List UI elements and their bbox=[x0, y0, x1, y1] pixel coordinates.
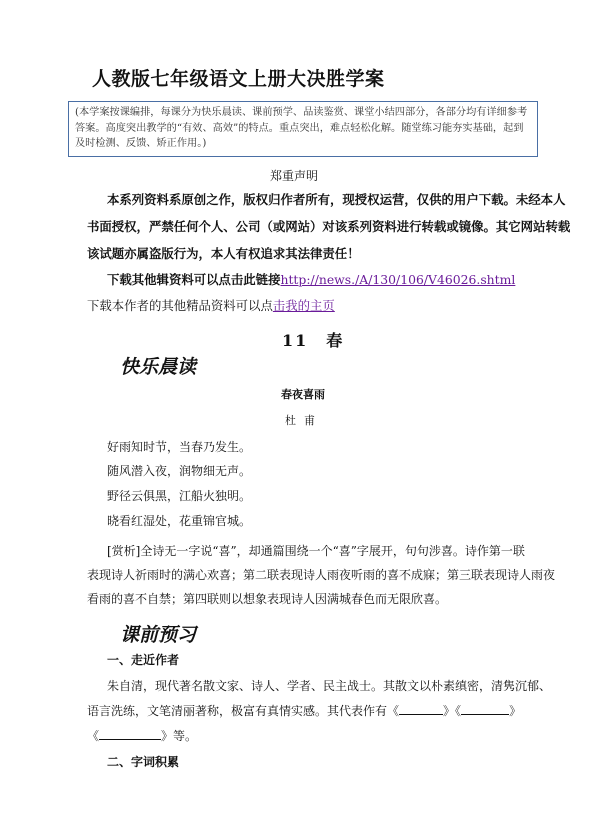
book-close-1: 》 bbox=[443, 704, 456, 718]
poem-author: 杜甫 bbox=[285, 414, 323, 427]
poem-line: 好雨知时节，当春乃发生。 bbox=[107, 440, 252, 454]
author-line-2 bbox=[87, 702, 521, 719]
fill-blank-2[interactable] bbox=[461, 704, 509, 715]
download-prefix: 下载其他辑资料可以点击此链接 bbox=[107, 272, 281, 287]
book-open-1: 《 bbox=[387, 704, 400, 718]
declaration-line-3: 该试题亦属盗版行为，本人有权追求其法律责任！ bbox=[87, 246, 360, 261]
author-section-heading: 一、走近作者 bbox=[107, 653, 180, 667]
declaration-heading: 郑重声明 bbox=[270, 169, 319, 183]
home-prefix: 下载本作者的其他精品资料可以点 bbox=[87, 298, 273, 313]
vocab-section-heading: 二、字词积累 bbox=[107, 755, 180, 769]
analysis-line-1: [赏析]全诗无一字说“喜”，却通篇围绕一个“喜”字展开，句句涉喜。诗作第一联 bbox=[107, 544, 525, 558]
page-title: 人教版七年级语文上册大决胜学案 bbox=[92, 68, 385, 90]
intro-note-box: (本学案按课编排，每课分为快乐晨读、课前预学、品读鉴赏、课堂小结四部分，各部分均有详细参考答案。高度突出教学的“有效、高效”的特点。重点突出，难点轻松化解。随堂练习能夯实基础，起到及时检测、反馈、矫正作用。) bbox=[68, 101, 538, 157]
poem-line: 随风潜入夜，润物细无声。 bbox=[107, 464, 252, 478]
declaration-line-2: 书面授权，严禁任何个人、公司（或网站）对该系列资料进行转载或镜像。其它网站转载 bbox=[87, 219, 571, 234]
author-line-3-suffix: 等。 bbox=[173, 729, 198, 743]
fill-blank-1[interactable] bbox=[399, 704, 443, 715]
poem-title: 春夜喜雨 bbox=[281, 388, 325, 401]
book-open-2: 《 bbox=[455, 704, 462, 718]
home-link[interactable]: 击我的主页 bbox=[272, 298, 335, 313]
declaration-line-1: 本系列资料系原创之作，版权归作者所有，现授权运营，仅供的用户下载。未经本人 bbox=[107, 192, 566, 207]
preview-heading: 课前预习 bbox=[120, 624, 197, 646]
analysis-line-3: 看雨的喜不自禁；第四联则以想象表现诗人因满城春色而无限欣喜。 bbox=[87, 592, 448, 606]
lesson-title: 11 春 bbox=[282, 331, 345, 350]
download-link[interactable]: http://news./A/130/106/V46026.shtml bbox=[280, 272, 516, 287]
morning-reading-heading: 快乐晨读 bbox=[120, 356, 197, 378]
fill-blank-3[interactable] bbox=[99, 729, 161, 740]
book-close-2: 》 bbox=[509, 704, 522, 718]
book-close-3: 》 bbox=[161, 729, 174, 743]
author-line-2-text: 语言洗练，文笔清丽著称，极富有真情实感。其代表作有 bbox=[87, 704, 388, 718]
analysis-line-2: 表现诗人祈雨时的满心欢喜；第二联表现诗人雨夜听雨的喜不成寐；第三联表现诗人雨夜 bbox=[87, 568, 556, 582]
book-open-3: 《 bbox=[87, 729, 100, 743]
home-line bbox=[87, 296, 335, 314]
poem-line: 晓看红湿处，花重锦官城。 bbox=[107, 514, 252, 528]
author-line-1: 朱自清，现代著名散文家、诗人、学者、民主战士。其散文以朴素缜密，清隽沉郁、 bbox=[107, 679, 552, 693]
poem-line: 野径云俱黑，江船火独明。 bbox=[107, 489, 252, 503]
author-line-3 bbox=[87, 727, 197, 744]
download-line bbox=[107, 270, 515, 288]
